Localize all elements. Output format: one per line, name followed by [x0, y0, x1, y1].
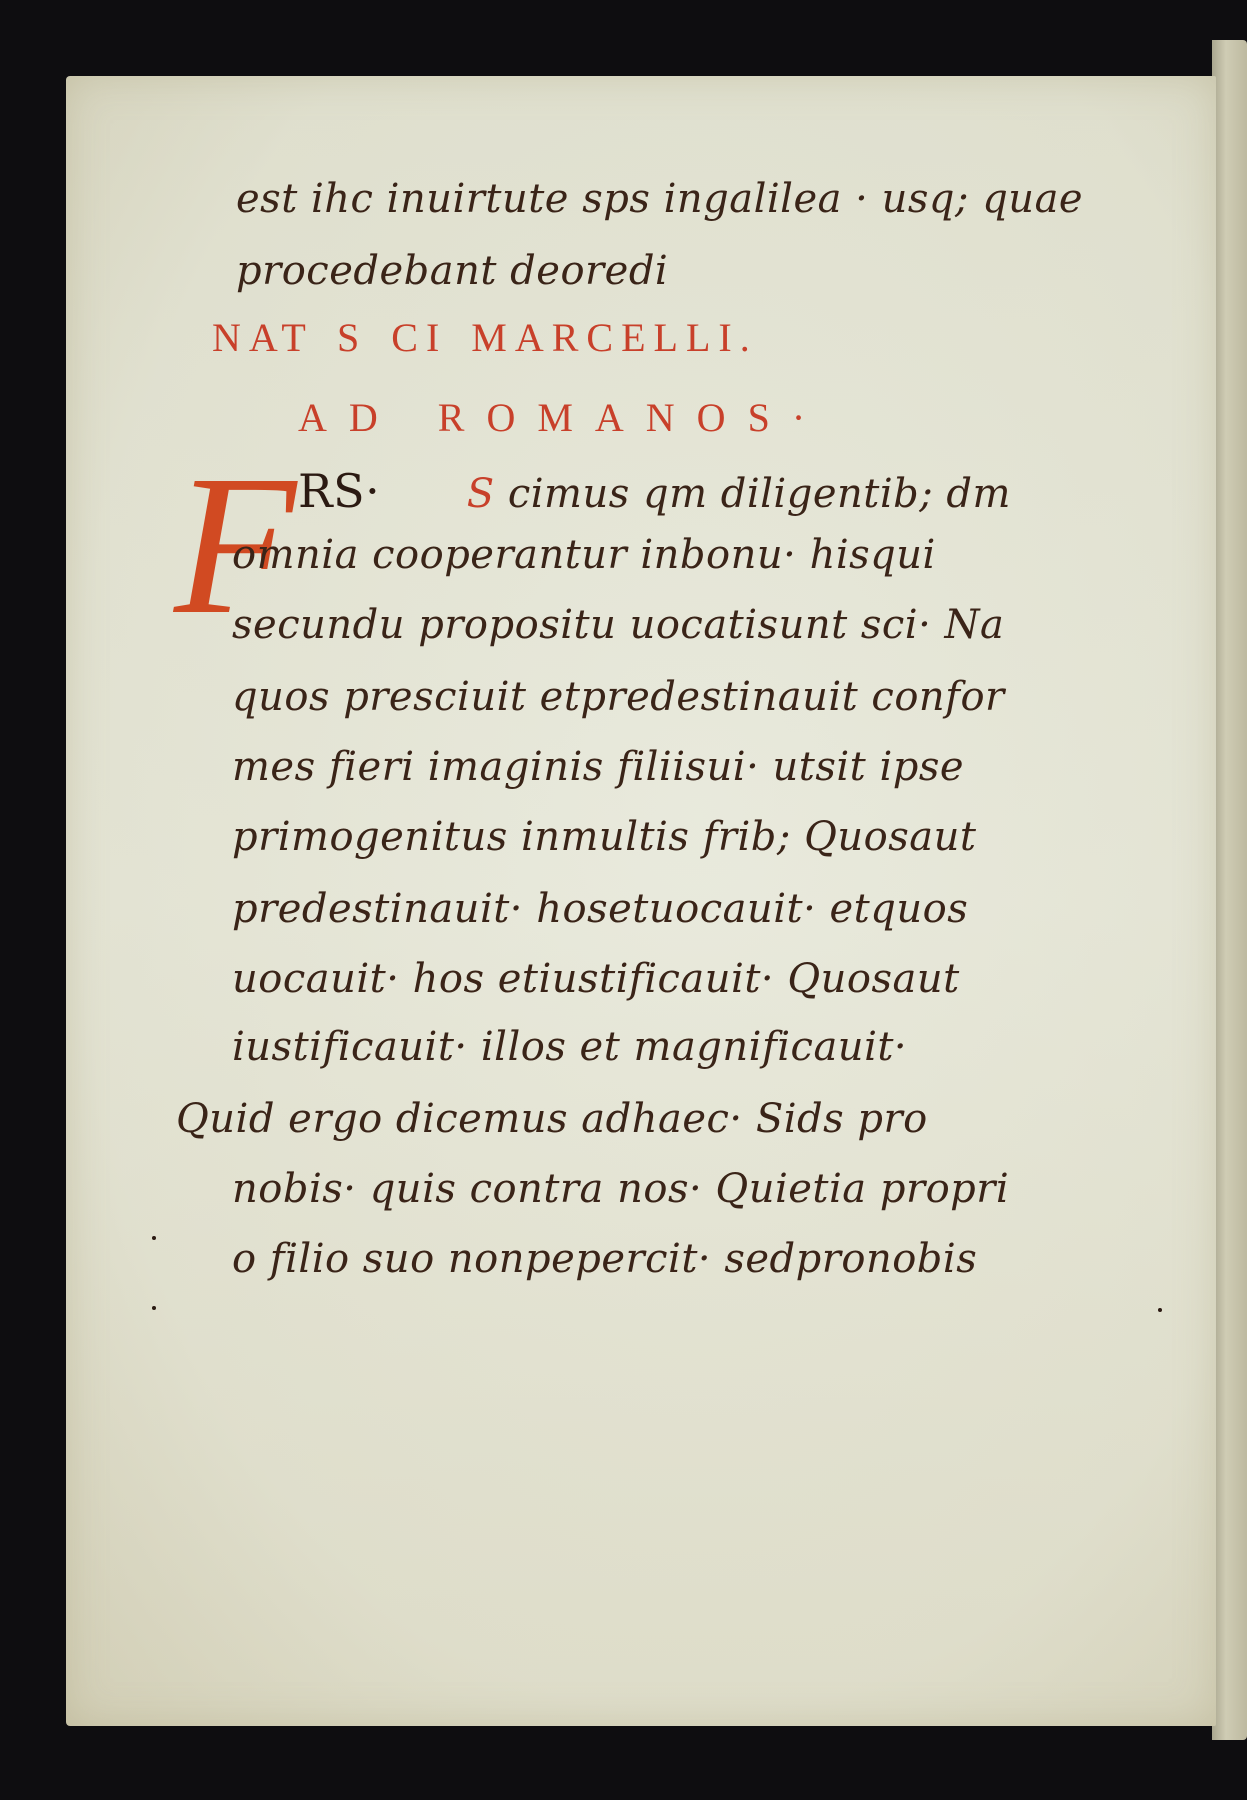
ruling-dot [152, 1236, 156, 1240]
text-line: predestinauit· hosetuocauit· etquos [232, 886, 969, 932]
ruling-dot [1158, 1308, 1162, 1312]
text-line: quos presciuit etpredestinauit confor [232, 674, 1005, 720]
text-line: omnia cooperantur inbonu· hisqui [232, 532, 936, 578]
parchment-page [66, 76, 1216, 1726]
text-line: secundu propositu uocatisunt sci· Na [232, 602, 1005, 648]
text-line: est ihc inuirtute sps ingalilea · usq; quae [236, 176, 1084, 222]
text-line: procedebant deoredi [236, 248, 669, 294]
text-line: mes fieri imaginis filiisui· utsit ipse [232, 744, 965, 790]
text-line-frs [298, 464, 1011, 518]
frs-line-text: cimus qm diligentib; dm [507, 471, 1011, 517]
text-line: uocauit· hos etiustificauit· Quosaut [232, 956, 960, 1002]
next-leaf-edge [1212, 40, 1247, 1740]
rubric-subtitle: AD ROMANOS· [298, 395, 828, 440]
text-line: o filio suo nonpepercit· sedpronobis [232, 1236, 978, 1282]
ruling-dot [152, 1306, 156, 1310]
text-line: nobis· quis contra nos· Quietia propri [232, 1166, 1010, 1212]
manuscript-text [66, 76, 1216, 1726]
text-line: iustificauit· illos et magnificauit· [232, 1024, 908, 1070]
decorated-initial: F [174, 435, 297, 656]
text-line: primogenitus inmultis frib; Quosaut [232, 814, 977, 860]
text-line: Quid ergo dicemus adhaec· Sids pro [176, 1096, 928, 1142]
red-initial-s: S [466, 471, 495, 517]
rubric-title: NAT S CI MARCELLI. [212, 315, 758, 360]
frs-abbreviation: RS· [298, 464, 381, 518]
